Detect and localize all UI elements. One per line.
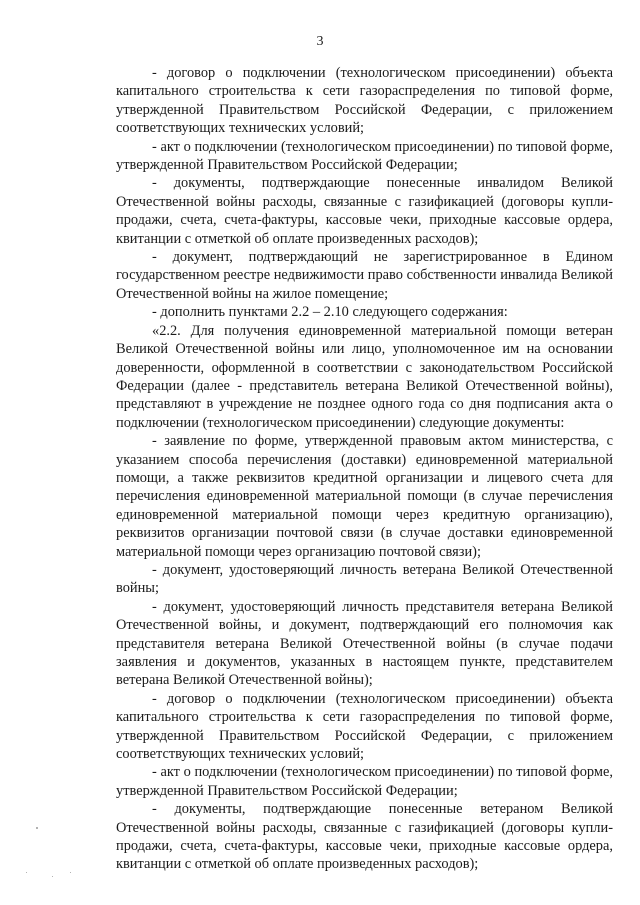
document-body bbox=[116, 64, 613, 874]
paragraph: - дополнить пунктами 2.2 – 2.10 следующего содержания: bbox=[152, 304, 508, 321]
page-number: 3 bbox=[316, 34, 324, 49]
paragraph: - документы, подтверждающие понесенные инвалидом Великой Отечественной войны расходы, связанные с газификацией (договоры купли-продажи, счета, счета-фактуры, кассовые чеки, приходные кассовые ордера, квитанции с отметкой об оплате произведенных расходов); bbox=[116, 175, 613, 247]
scan-artifact bbox=[26, 872, 27, 873]
paragraph: «2.2. Для получения единовременной материальной помощи ветеран Великой Отечественной войны или лицо, уполномоченное им на основании доверенности, оформленной в соответствии с законодательством Российской Федерации (далее - представитель ветерана Великой Отечественной войны), представляют в учреждение не позднее одного года со дня подписания акта о подключении (технологическом присоединении) следующие документы: bbox=[116, 322, 613, 431]
scan-artifact bbox=[36, 827, 38, 829]
paragraph: - документ, удостоверяющий личность ветерана Великой Отечественной войны; bbox=[116, 561, 613, 597]
paragraph: - заявление по форме, утвержденной правовым актом министерства, с указанием способа перечисления (доставки) единовременной материальной помощи, а также реквизитов кредитной организации и лицевого счета для перечисления единовременной материальной помощи (в случае перечисления единовременной материальной помощи через кредитную организацию), реквизитов организации почтовой связи (в случае доставки единовременной материальной помощи через организацию почтовой связи); bbox=[116, 433, 613, 560]
paragraph: - договор о подключении (технологическом присоединении) объекта капитального строительства к сети газораспределения по типовой форме, утвержденной Правительством Российской Федерации, с приложением соответствующих технических условий; bbox=[116, 65, 613, 137]
paragraph: - документ, подтверждающий не зарегистрированное в Едином государственном реестре недвижимости право собственности инвалида Великой Отечественной войны на жилое помещение; bbox=[116, 249, 613, 302]
scan-artifact bbox=[70, 872, 71, 873]
scan-artifact bbox=[52, 876, 53, 877]
paragraph: - документ, удостоверяющий личность представителя ветерана Великой Отечественной войны, и документ, подтверждающий его полномочия как представителя ветерана Великой Отечественной войны (в случае подачи заявления и документов, указанных в настоящем пункте, представителем ветерана Великой Отечественной войны); bbox=[116, 598, 613, 689]
paragraph: - документы, подтверждающие понесенные ветераном Великой Отечественной войны расходы, связанные с газификацией (договоры купли-продажи, счета, счета-фактуры, кассовые чеки, приходные кассовые ордера, квитанции с отметкой об оплате произведенных расходов); bbox=[116, 801, 613, 873]
paragraph: - акт о подключении (технологическом присоединении) по типовой форме, утвержденной Правительством Российской Федерации; bbox=[116, 138, 613, 174]
paragraph: - договор о подключении (технологическом присоединении) объекта капитального строительства к сети газораспределения по типовой форме, утвержденной Правительством Российской Федерации, с приложением соответствующих технических условий; bbox=[116, 690, 613, 763]
paragraph: - акт о подключении (технологическом присоединении) по типовой форме, утвержденной Правительством Российской Федерации; bbox=[116, 764, 613, 799]
